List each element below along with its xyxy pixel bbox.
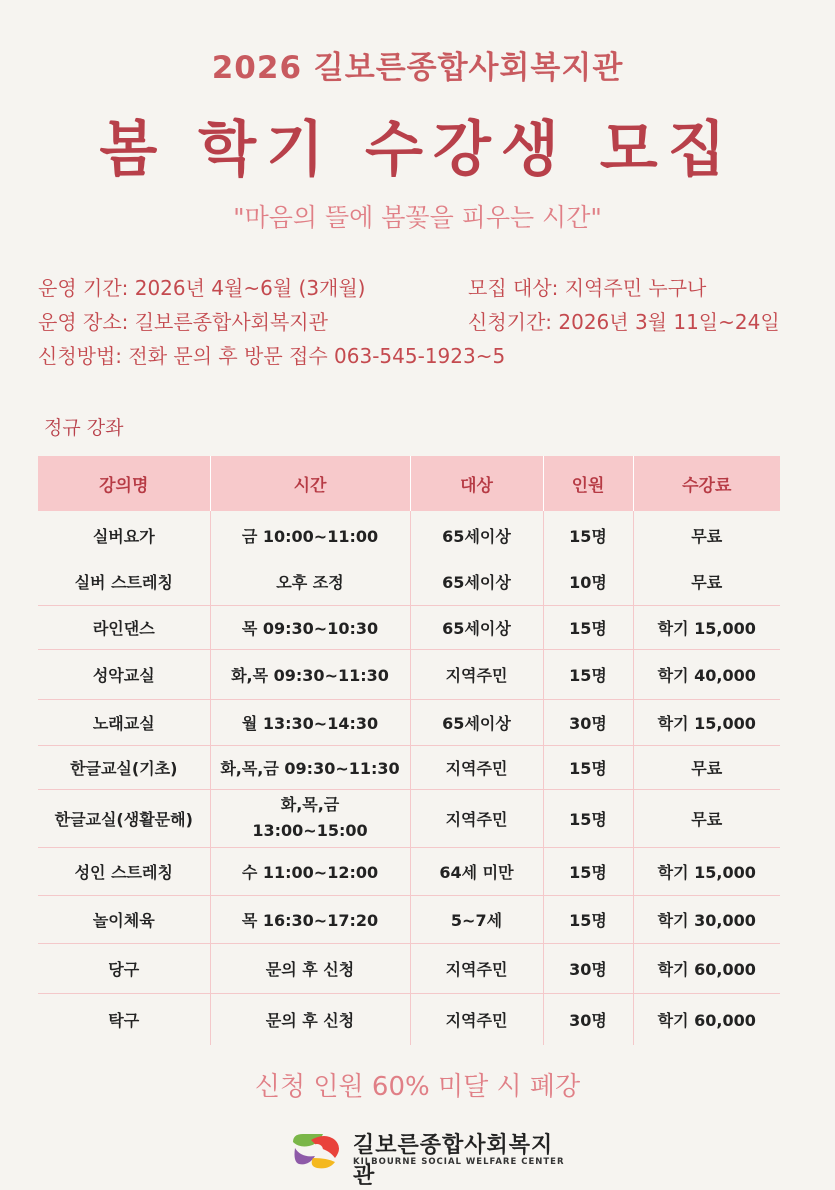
info-apply-period: 신청기간: 2026년 3월 11일~24일 xyxy=(468,310,780,334)
table-row xyxy=(38,943,780,993)
logo-emblem-icon xyxy=(289,1128,345,1172)
cell-target: 65세이상 xyxy=(410,605,543,649)
cell-course: 탁구 xyxy=(38,993,210,1045)
table-row xyxy=(38,895,780,943)
cell-time: 월 13:30~14:30 xyxy=(210,699,410,745)
logo-name: 길보른종합사회복지관 xyxy=(353,1133,554,1189)
cell-capacity: 30명 xyxy=(543,943,633,993)
cell-capacity: 15명 xyxy=(543,789,633,847)
cell-capacity: 30명 xyxy=(543,993,633,1045)
section-label: 정규 강좌 xyxy=(44,417,124,439)
logo-english: KILBOURNE SOCIAL WELFARE CENTER xyxy=(353,1157,565,1167)
cell-course: 놀이체육 xyxy=(38,895,210,943)
header-capacity: 인원 xyxy=(543,456,633,511)
cell-fee: 학기 30,000 xyxy=(633,895,780,943)
cell-time: 목 09:30~10:30 xyxy=(210,605,410,649)
cell-target: 지역주민 xyxy=(410,943,543,993)
cell-course: 성악교실 xyxy=(38,649,210,699)
cell-target: 65세이상 xyxy=(410,559,543,605)
cell-fee: 학기 60,000 xyxy=(657,1010,756,1030)
cell-target: 지역주민 xyxy=(410,649,543,699)
cell-target: 65세이상 xyxy=(410,511,543,559)
cell-course: 한글교실(기초) xyxy=(38,745,210,789)
cell-time: 수 11:00~12:00 xyxy=(210,847,410,895)
cell-time: 목 16:30~17:20 xyxy=(210,895,410,943)
cell-capacity: 15명 xyxy=(543,895,633,943)
cell-capacity: 10명 xyxy=(543,559,633,605)
cell-fee: 무료 xyxy=(633,789,780,847)
closure-notice: 신청 인원 60% 미달 시 폐강 xyxy=(254,1072,581,1102)
table-row xyxy=(38,993,780,1045)
cell-fee: 무료 xyxy=(691,526,723,546)
org-line: 2026 길보른종합사회복지관 xyxy=(211,50,624,86)
cell-course: 라인댄스 xyxy=(38,605,210,649)
cell-time: 금 10:00~11:00 xyxy=(210,511,410,559)
cell-course: 당구 xyxy=(38,943,210,993)
cell-target: 64세 미만 xyxy=(410,847,543,895)
cell-course: 실버요가 xyxy=(38,511,210,559)
info-place: 운영 장소: 길보른종합사회복지관 xyxy=(38,310,328,334)
cell-course: 성인 스트레칭 xyxy=(38,847,210,895)
page-title: 봄 학기 수강생 모집 xyxy=(99,115,736,185)
cell-fee: 무료 xyxy=(633,745,780,789)
cell-target: 지역주민 xyxy=(410,745,543,789)
cell-fee: 학기 15,000 xyxy=(633,605,780,649)
org-logo xyxy=(289,1128,569,1189)
header-course: 강의명 xyxy=(38,456,210,511)
cell-fee: 무료 xyxy=(633,559,780,605)
header-fee: 수강료 xyxy=(633,456,780,511)
cell-course: 한글교실(생활문해) xyxy=(38,789,210,847)
table-row xyxy=(38,699,780,745)
cell-capacity: 15명 xyxy=(543,511,633,559)
cell-target: 5~7세 xyxy=(410,895,543,943)
table-row xyxy=(38,605,780,649)
cell-capacity: 15명 xyxy=(543,605,633,649)
info-period: 운영 기간: 2026년 4월~6월 (3개월) xyxy=(38,276,366,300)
course-table xyxy=(38,456,780,1045)
table-header-row xyxy=(38,456,780,511)
cell-time: 오후 조정 xyxy=(210,559,410,605)
cell-time: 화,목,금 13:00~15:00 xyxy=(210,789,410,847)
cell-time: 화,목,금 09:30~11:30 xyxy=(210,745,410,789)
table-row xyxy=(38,847,780,895)
table-row xyxy=(38,745,780,789)
cell-course: 노래교실 xyxy=(38,699,210,745)
cell-capacity: 30명 xyxy=(543,699,633,745)
header-target: 대상 xyxy=(410,456,543,511)
cell-time: 화,목 09:30~11:30 xyxy=(210,649,410,699)
cell-fee: 학기 15,000 xyxy=(633,699,780,745)
info-target: 모집 대상: 지역주민 누구나 xyxy=(468,276,707,300)
table-row xyxy=(38,511,780,559)
cell-capacity: 15명 xyxy=(543,847,633,895)
cell-target: 지역주민 xyxy=(410,789,543,847)
cell-capacity: 15명 xyxy=(543,745,633,789)
cell-target: 지역주민 xyxy=(410,993,543,1045)
cell-course: 실버 스트레칭 xyxy=(38,559,210,605)
cell-fee: 학기 15,000 xyxy=(633,847,780,895)
cell-fee: 학기 40,000 xyxy=(633,649,780,699)
cell-capacity: 15명 xyxy=(543,649,633,699)
slogan: "마음의 뜰에 봄꽃을 피우는 시간" xyxy=(233,203,602,232)
cell-time: 문의 후 신청 xyxy=(210,943,410,993)
header-time: 시간 xyxy=(210,456,410,511)
table-row xyxy=(38,559,780,605)
info-method: 신청방법: 전화 문의 후 방문 접수 063-545-1923~5 xyxy=(38,344,506,368)
cell-target: 65세이상 xyxy=(410,699,543,745)
cell-time: 문의 후 신청 xyxy=(210,993,410,1045)
cell-fee: 학기 60,000 xyxy=(633,943,780,993)
table-row xyxy=(38,789,780,847)
table-row xyxy=(38,649,780,699)
